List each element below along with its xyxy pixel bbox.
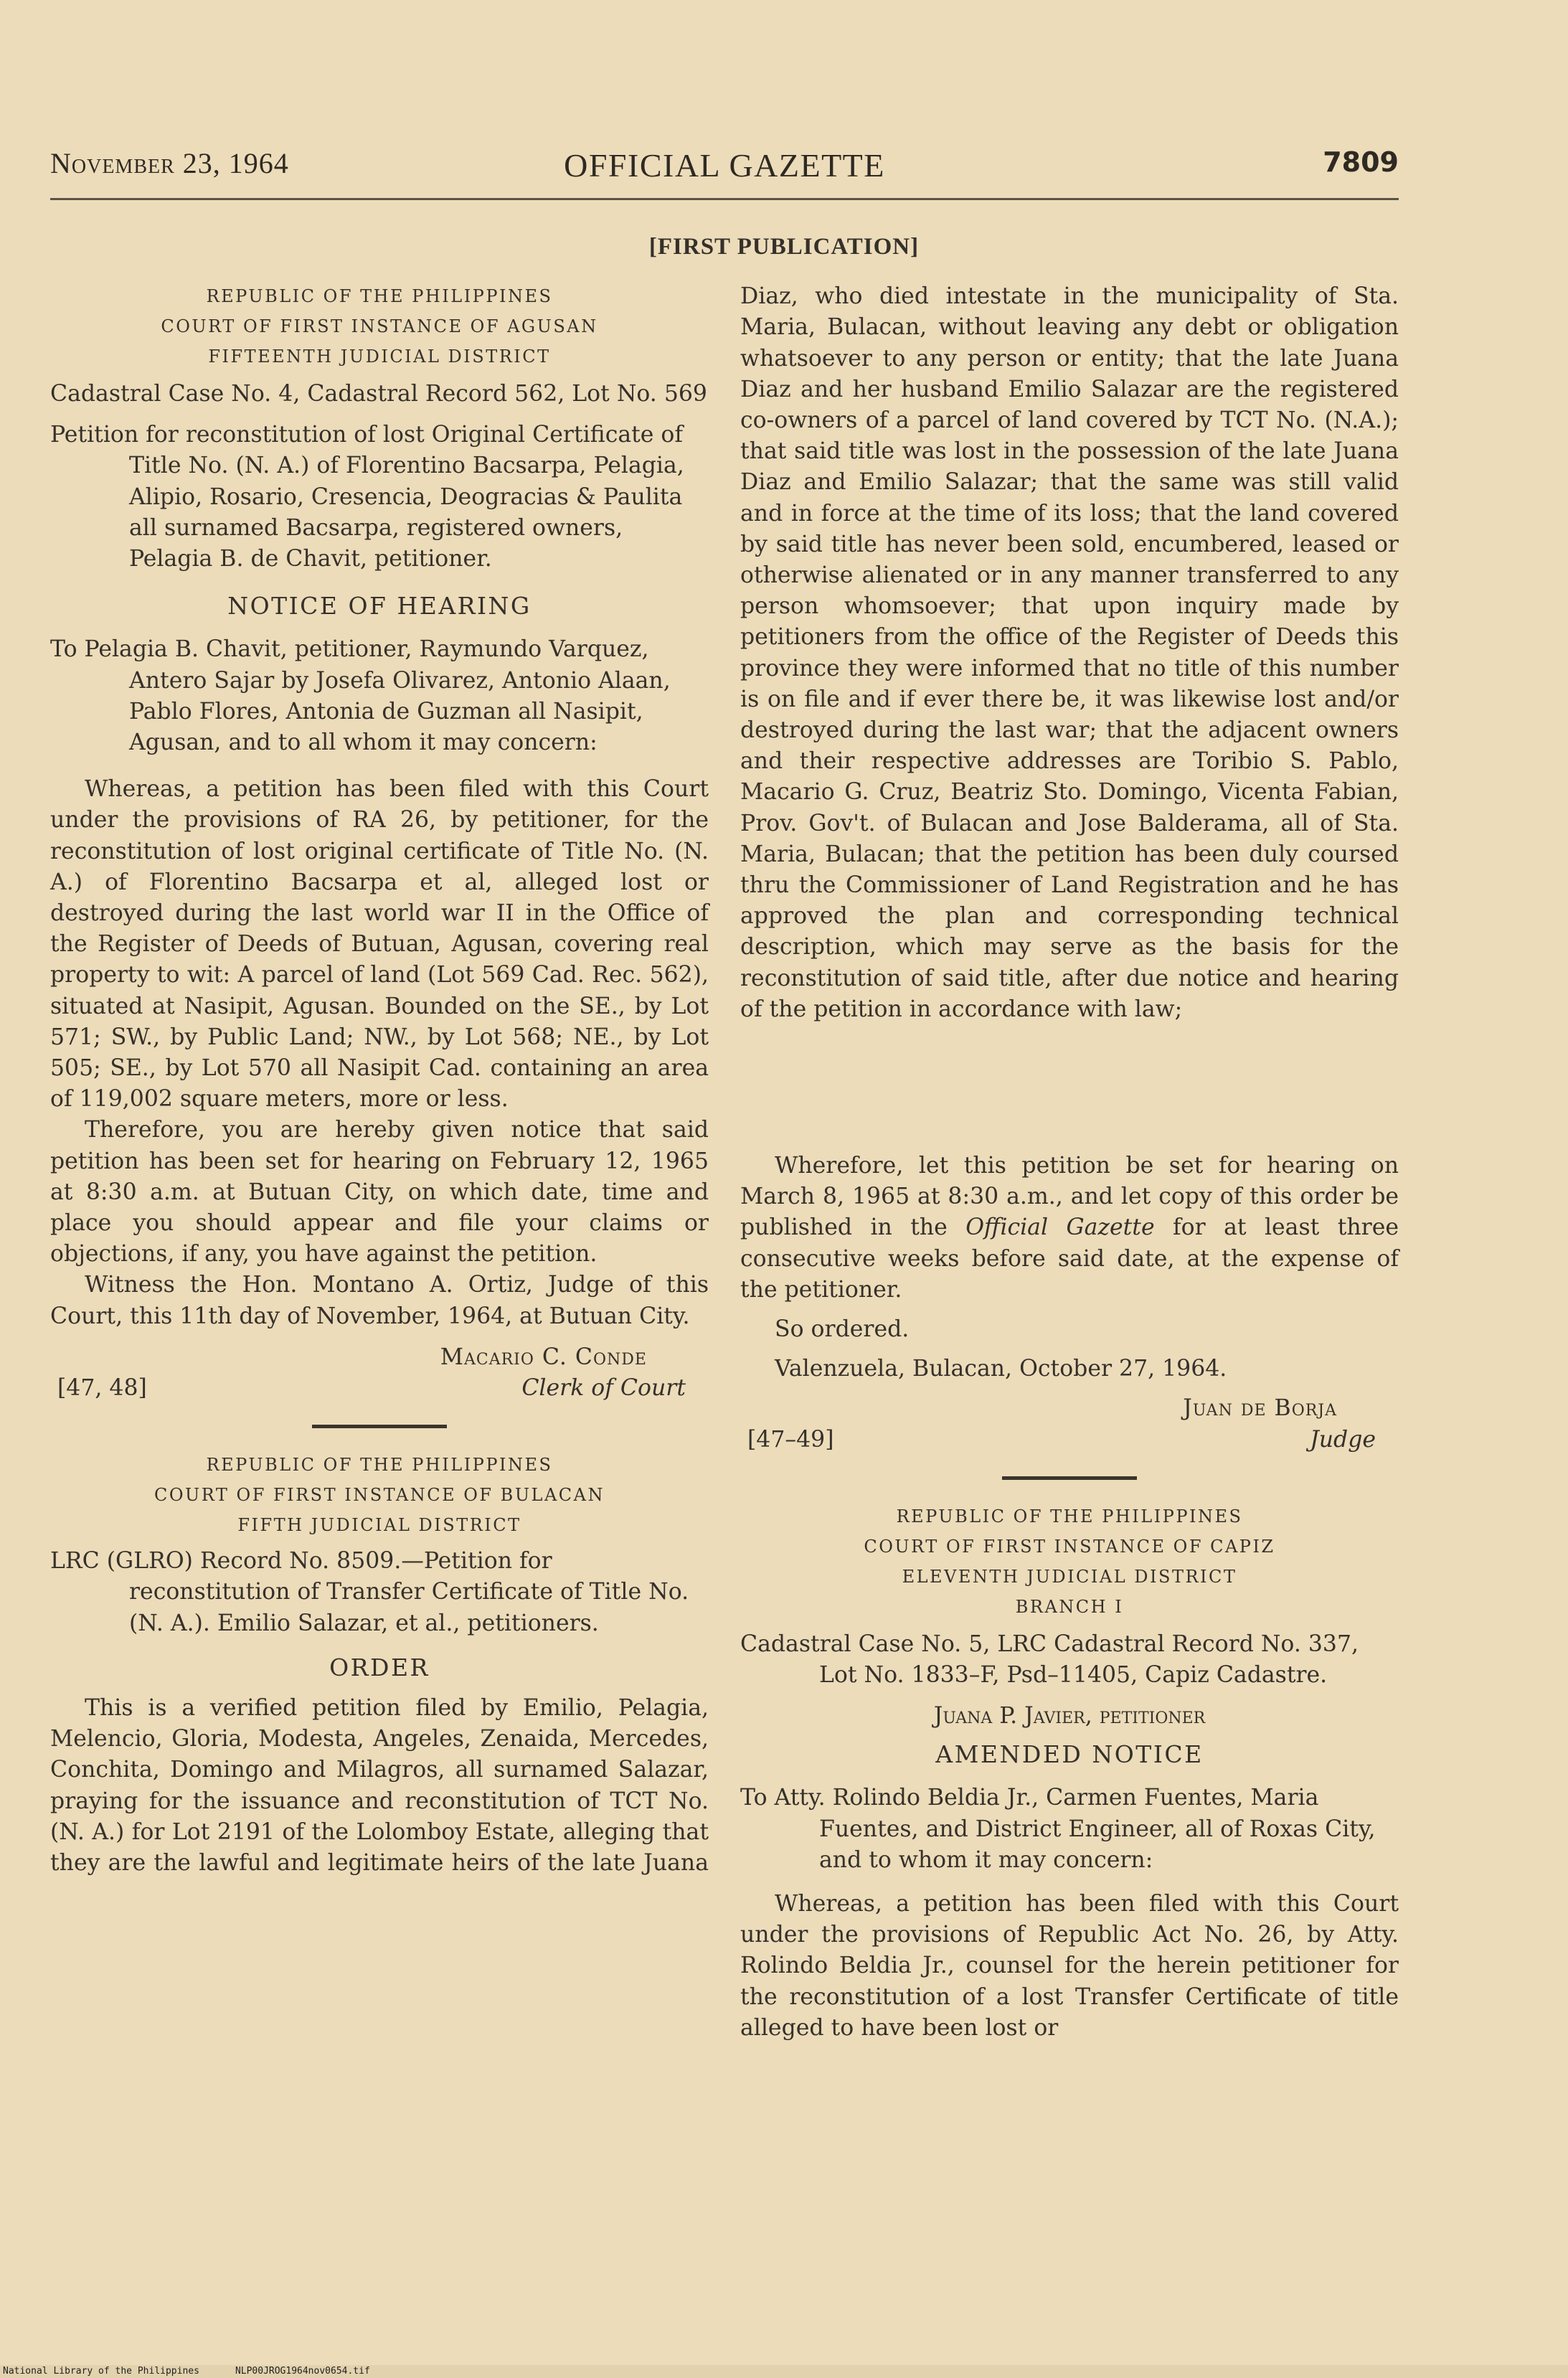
- library-credit: National Library of the Philippines: [3, 2366, 199, 2377]
- order-continuation: [740, 281, 1399, 1151]
- notice-heading: AMENDED NOTICE: [935, 1740, 1204, 1769]
- body-paragraph: Whereas, a petition has been filed with this Court under the provisions of Republic Act No. 26, by Atty. Rolindo Beldia Jr., counsel for the herein petitioner for the reconstitution of a lost Transfer Certificate of title alleged to have been lost or: [740, 1891, 1399, 2041]
- body-paragraph: [50, 1693, 709, 1879]
- court-line: FIFTEENTH JUDICIAL DISTRICT: [208, 346, 551, 367]
- section-divider: [1002, 1476, 1137, 1480]
- issue-date: November 23, 1964: [50, 147, 289, 179]
- body-paragraph: [740, 1151, 1399, 1306]
- case-caption: LRC (GLRO) Record No. 8509.—Petition for reconstitution of Transfer Certificate of Title No. (N. A.). Emilio Salazar, et al., petitioners.: [50, 1548, 689, 1636]
- header-rule: [50, 198, 1399, 200]
- body-paragraph: Witness the Hon. Montano A. Ortiz, Judge of this Court, this 11th day of November, 1964, at Butuan City.: [50, 1272, 709, 1329]
- order-paragraph-text: Diaz, who died intestate in the municipality of Sta. Maria, Bulacan, without leaving any debt or obligation whatsoever to any person or entity; that the late Juana Diaz and her husband Emilio Salazar are the registered co-owners of a parcel of land covered by TCT No. (N.A.); that said title was lost in the possession of the late Juana Diaz and Emilio Salazar; that the same was still valid and in force at the time of its loss; that the land covered by said title has never been sold, encumbered, leased or otherwise alienated or in any manner transferred to any person whomsoever; that upon inquiry made by petitioners from the office of the Register of Deeds this province they were informed that no title of this number is on file and if ever there be, it was likewise lost and/or destroyed during the last war; that the adjacent owners and their respective addresses are Toribio S. Pablo, Macario G. Cruz, Beatriz Sto. Domingo, Vicenta Fabian, Prov. Gov't. of Bulacan and Jose Balderama, all of Sta. Maria, Bulacan; that the petition has been duly coursed thru the Commissioner of Land Registration and he has approved the plan and corresponding technical description, which may serve as the basis for the reconstitution of said title, after due notice and hearing of the petition in accordance with law;: [740, 283, 1399, 1022]
- so-ordered: So ordered.: [775, 1316, 910, 1343]
- scan-footer: [0, 2365, 1568, 2378]
- court-line: COURT OF FIRST INSTANCE OF BULACAN: [154, 1485, 605, 1506]
- order-heading: ORDER: [329, 1653, 430, 1681]
- court-line: COURT OF FIRST INSTANCE OF AGUSAN: [161, 316, 598, 336]
- signature-row: [740, 1425, 1399, 1456]
- court-line: ELEVENTH JUDICIAL DISTRICT: [902, 1566, 1237, 1587]
- notice-heading: NOTICE OF HEARING: [227, 592, 532, 621]
- publication-tag: [FIRST PUBLICATION]: [648, 234, 920, 260]
- body-paragraph: [740, 281, 1399, 1025]
- signature-row: [50, 1373, 709, 1405]
- page-number: 7809: [1323, 146, 1399, 178]
- issue-numbers: [47–49]: [747, 1426, 834, 1453]
- petition-caption: Petition for reconstitution of lost Original Certificate of Title No. (N. A.) of Florentino Bacsarpa, Pelagia, Alipio, Rosario, Cresencia, Deogracias & Paulita all surnamed Bacsarpa, registered owners, Pelagia B. de Chavit, petitioner.: [50, 422, 684, 572]
- order-text-after: for at least three consecutive weeks before said date, at the expense of the petitioner.: [740, 1214, 1399, 1303]
- addressee: To Pelagia B. Chavit, petitioner, Raymundo Varquez, Antero Sajar by Josefa Olivarez, Antonio Alaan, Pablo Flores, Antonia de Guzman all Nasipit, Agusan, and to all whom it may concern:: [50, 636, 671, 756]
- addressee: To Atty. Rolindo Beldia Jr., Carmen Fuentes, Maria Fuentes, and District Engineer, all of Roxas City, and to whom it may concern:: [740, 1785, 1376, 1873]
- signatory-title: Judge: [1310, 1426, 1376, 1453]
- order-paragraph-text: This is a verified petition filed by Emilio, Pelagia, Melencio, Gloria, Modesta, Angeles, Zenaida, Mercedes, Conchita, Domingo and Milagros, all surnamed Salazar, praying for the issuance and reconstitution of TCT No. (N. A.) for Lot 2191 of the Lolomboy Estate, alleging that they are the lawful and legitimate heirs of the late Juana: [50, 1694, 709, 1876]
- order-text-before: Wherefore, let this petition be set for hearing on March 8, 1965 at 8:30 a.m., and let copy of this order be published in the: [740, 1153, 1399, 1241]
- section-divider: [312, 1425, 447, 1428]
- publication-title: OFFICIAL GAZETTE: [564, 147, 885, 184]
- place-date: Valenzuela, Bulacan, October 27, 1964.: [775, 1356, 1227, 1382]
- court-line: BRANCH I: [1015, 1596, 1124, 1617]
- signatory-name: Macario C. Conde: [440, 1344, 647, 1370]
- case-caption: Cadastral Case No. 4, Cadastral Record 562, Lot No. 569: [50, 381, 707, 407]
- petitioner-line: Juana P. Javier, petitioner: [933, 1703, 1206, 1730]
- court-line: REPUBLIC OF THE PHILIPPINES: [896, 1506, 1243, 1527]
- body-paragraph: Whereas, a petition has been filed with this Court under the provisions of RA 26, by petitioner, for the reconstitution of lost original certificate of Title No. (N. A.) of Florentino Bacsarpa et al, alleged lost or destroyed during the last world war II in the Office of the Register of Deeds of Butuan, Agusan, covering real property to wit: A parcel of land (Lot 569 Cad. Rec. 562), situated at Nasipit, Agusan. Bounded on the SE., by Lot 571; SW., by Public Land; NW., by Lot 568; NE., by Lot 505; SE., by Lot 570 all Nasipit Cad. containing an area of 119,002 square meters, more or less.: [50, 776, 709, 1113]
- signatory-name: Juan de Borja: [1183, 1395, 1337, 1422]
- case-caption: Cadastral Case No. 5, LRC Cadastral Record No. 337, Lot No. 1833–F, Psd–11405, Capiz Cadastre.: [740, 1631, 1359, 1688]
- gazette-title-italic: Official Gazette: [965, 1214, 1155, 1241]
- scan-filename: NLP00JROG1964nov0654.tif: [235, 2366, 370, 2377]
- running-head: [50, 146, 1399, 189]
- right-column: [740, 281, 1399, 2044]
- court-line: COURT OF FIRST INSTANCE OF CAPIZ: [864, 1536, 1275, 1557]
- left-column: [50, 281, 709, 1879]
- court-line: REPUBLIC OF THE PHILIPPINES: [206, 1455, 553, 1476]
- issue-numbers: [47, 48]: [57, 1375, 147, 1402]
- body-paragraph: Therefore, you are hereby given notice that said petition has been set for hearing on February 12, 1965 at 8:30 a.m. at Butuan City, on which date, time and place you should appear and file your claims or objections, if any, you have against the petition.: [50, 1117, 709, 1268]
- signatory-title: Clerk of Court: [521, 1375, 686, 1402]
- court-line: FIFTH JUDICIAL DISTRICT: [237, 1515, 521, 1536]
- court-line: REPUBLIC OF THE PHILIPPINES: [206, 286, 553, 306]
